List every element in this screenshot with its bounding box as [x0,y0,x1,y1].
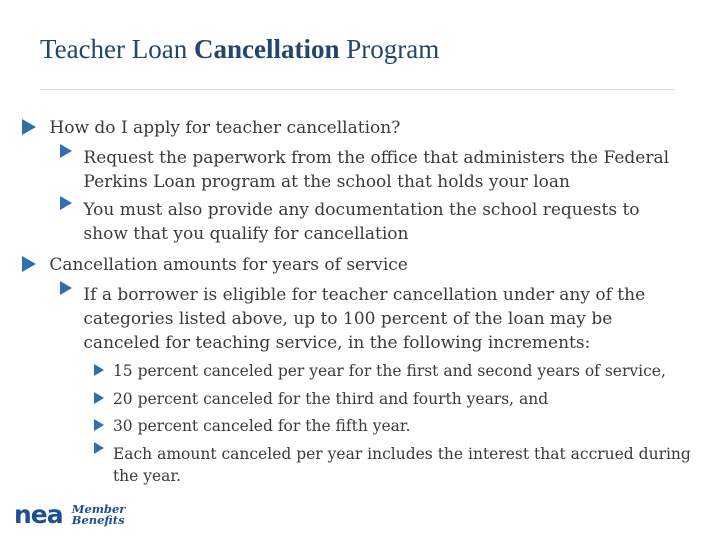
bullet-arrow-icon [60,281,72,295]
bullet-text: Cancellation amounts for years of service [49,255,408,275]
bullet-text: 30 percent canceled for the fifth year. [112,417,411,435]
bullet-arrow-icon [22,256,36,272]
bullet-text: How do I apply for teacher cancellation? [49,118,401,138]
bullet-text-line: canceled for teaching service, in the following increments: [83,333,591,353]
logo-tagline-line: Member [71,502,126,516]
title-emphasis: Cancellation [194,34,340,64]
logo-tagline-line: Benefits [71,513,125,527]
title-part-2: Program [339,34,440,64]
sub-bullet-documentation [60,198,640,246]
bullet-arrow-icon [94,392,104,404]
bullet-arrow-icon [60,144,72,158]
bullet-text-line: Each amount canceled per year includes the interest that accrued during [112,445,691,463]
increment-item-20-percent [94,388,548,410]
bullet-apply [22,117,400,139]
sub-bullet-eligibility [60,283,645,355]
bullet-arrow-icon [94,419,104,431]
increment-item-15-percent [94,360,666,382]
bullet-text-line: If a borrower is eligible for teacher cancellation under any of the [83,285,646,305]
title-part-1: Teacher Loan [40,34,195,64]
increment-item-interest [94,443,691,487]
logo-brand: nea [14,500,63,529]
bullet-arrow-icon [22,119,36,135]
bullet-arrow-icon [94,364,104,376]
bullet-text-line: show that you qualify for cancellation [83,224,409,244]
bullet-text: 20 percent canceled for the third and fourth years, and [112,390,549,408]
increment-item-30-percent [94,415,411,437]
bullet-text-line: Request the paperwork from the office that administers the Federal [83,148,670,168]
logo-tagline [72,504,126,526]
sub-bullet-request-paperwork [60,146,669,194]
bullet-text-line: You must also provide any documentation the school requests to [83,200,640,220]
bullet-text-line: categories listed above, up to 100 percent of the loan may be [83,309,613,329]
slide-title [40,34,439,65]
bullet-text-line: Perkins Loan program at the school that holds your loan [83,172,570,192]
nea-member-benefits-logo [14,500,126,530]
bullet-arrow-icon [60,196,72,210]
bullet-arrow-icon [94,442,104,454]
bullet-amounts [22,254,408,276]
bullet-text: 15 percent canceled per year for the first and second years of service, [112,362,666,380]
bullet-text-line: the year. [112,467,182,485]
title-divider [40,89,674,90]
